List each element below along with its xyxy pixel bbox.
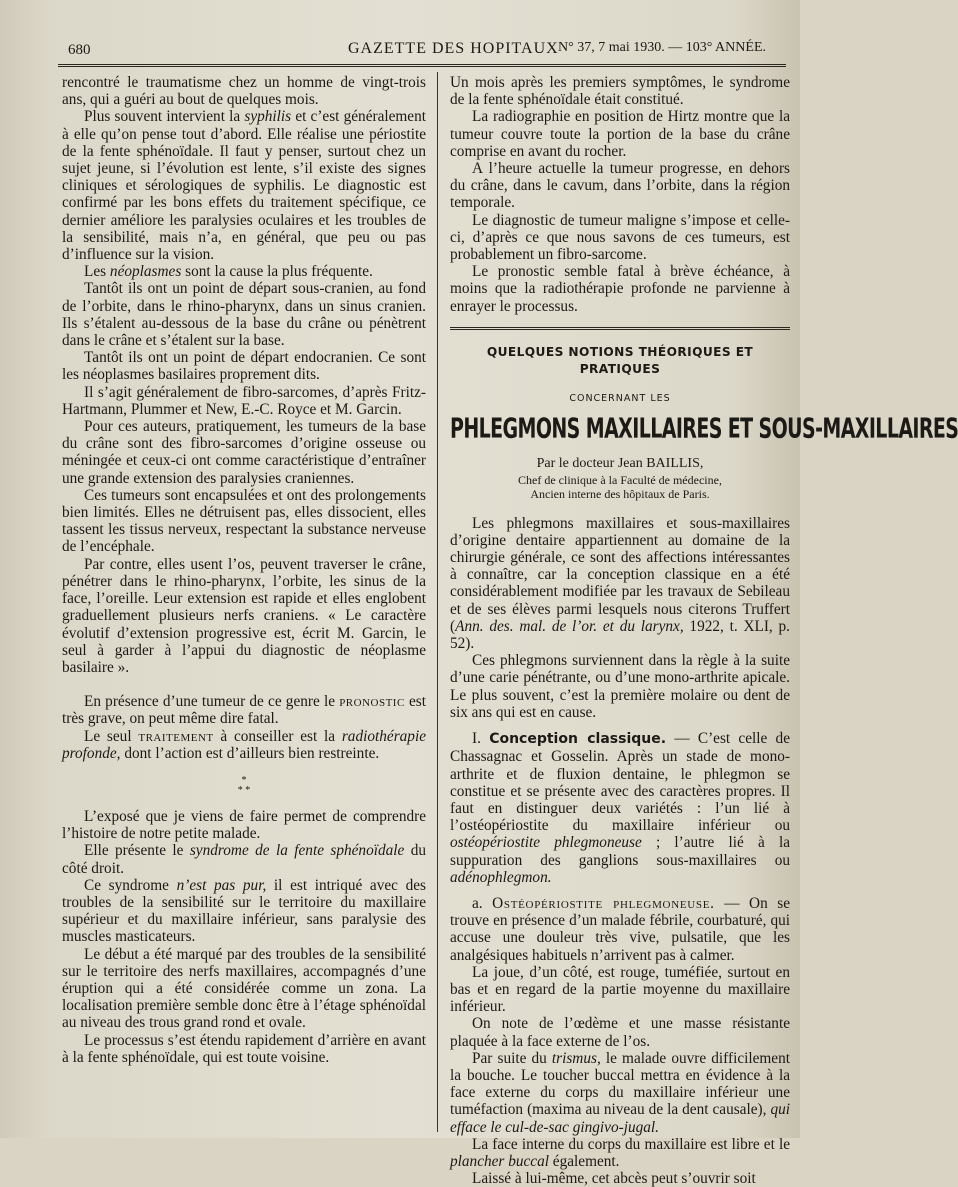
- paragraph: L’exposé que je viens de faire permet de comprendre l’histoire de notre petite malade.: [62, 807, 426, 843]
- paragraph: Le diagnostic de tumeur maligne s’impose et celle-ci, d’après ce que nous savons de ces tumeurs, est probablement un fibro-sarcome.: [450, 211, 790, 264]
- paragraph: Par suite du trismus, le malade ouvre difficilement la bouche. Le toucher buccal mettra en évidence à la face externe du corps du maxillaire inférieur une tuméfaction (maxima au niveau de la dent causale), qui efface le cul-de-sac gingivo-jugal.: [450, 1049, 790, 1136]
- paragraph: rencontré le traumatisme chez un homme de vingt-trois ans, qui a guéri au bout de quelques mois.: [62, 74, 426, 109]
- section-heading-paragraph: I. Conception classique. — C’est celle de Chassagnac et Gosselin. Après un stade de mono-arthrite et de fluxion dentaine, le phlegmon se constitue et se présente avec des caractères propres. Il faut en distinguer deux variétés : l’un lié à l’ostéopériostite du maxillaire inférieur ou ostéopériostite phlegmoneuse ; l’autre lié à la suppuration des ganglions sous-maxillaires ou adénophlegmon.: [450, 730, 791, 886]
- section-rule: [450, 327, 790, 330]
- subsection-paragraph: a. Ostéopériostite phlegmoneuse. — On se trouve en présence d’un malade fébrile, courbaturé, qui accuse une douleur très vive, pulsatile, que les analgésiques habituels n’arrivent pas à calmer.: [450, 894, 790, 964]
- author-affiliation: Chef de clinique à la Faculté de médecine,: [518, 472, 722, 487]
- header-rule: [58, 64, 786, 67]
- paragraph: Elle présente le syndrome de la fente sphénoïdale du côté droit.: [62, 842, 427, 877]
- paragraph: Plus souvent intervient la syphilis et c’est généralement à elle qu’on pense tout d’abord. Elle réalise une périostite de la fente sphénoïdale. Il faut y penser, surtout chez un sujet jeune, si l’évolution est lente, s’il existe des signes cliniques et sérologiques de syphilis. Le diagnostic est confirmé par les bons effets du traitement spécifique, ce dernier améliore les paralysies oculaires et les troubles de la sensibilité, mais n’a, en général, que peu ou pas d’influence sur la vision.: [62, 108, 426, 264]
- section-subtitle: CONCERNANT LES: [569, 393, 671, 405]
- paragraph: La joue, d’un côté, est rouge, tuméfiée, surtout en bas et en regard de la partie moyenne du maxillaire inférieur.: [450, 963, 790, 1016]
- paragraph: Les néoplasmes sont la cause la plus fréquente.: [84, 263, 373, 281]
- section-kicker: QUELQUES NOTIONS THÉORIQUES ET PRATIQUES: [486, 344, 754, 377]
- column-divider: [437, 72, 438, 1132]
- left-column: [62, 74, 426, 1066]
- paragraph: Le début a été marqué par des troubles de la sensibilité sur le territoire des nerfs maxillaires, accompagnés d’une éruption qui a été considérée comme un zona. La localisation première semble donc être à l’étage sphénoïdal au niveau des trous grand rond et ovale.: [62, 945, 426, 1032]
- section-break-stars: * * *: [237, 774, 251, 796]
- page-header: [58, 34, 786, 64]
- issue-info: N° 37, 7 mai 1930. — 103° ANNÉE.: [558, 40, 766, 55]
- paragraph: Par contre, elles usent l’os, peuvent traverser le crâne, pénétrer dans le rhino-pharynx, l’orbite, les sinus de la face, l’oreille. Leur extension est rapide et elles englobent graduellement plusieurs nerfs craniens. « Le caractère évolutif d’extension progressive est, écrit M. Garcin, le seul à garder à l’appui du diagnostic de néoplasme basilaire ».: [62, 555, 426, 676]
- paragraph: Tantôt ils ont un point de départ sous-cranien, au fond de l’orbite, dans le rhino-pharynx, dans un sinus cranien. Ils s’étalent au-dessous de la base du crâne ou pénètrent dans le crâne et s’étalent sur la base.: [62, 280, 426, 350]
- article-title: PHLEGMONS MAXILLAIRES ET SOUS-MAXILLAIRES: [450, 413, 958, 446]
- paragraph: Tantôt ils ont un point de départ endocranien. Ce sont les néoplasmes basilaires proprement dits.: [62, 349, 426, 384]
- paragraph: Ces phlegmons surviennent dans la règle à la suite d’une carie pénétrante, ou d’une mono-arthrite apicale. Le plus souvent, c’est la première molaire ou dent de six ans qui est en cause.: [450, 652, 790, 721]
- paragraph: Le processus s’est étendu rapidement d’arrière en avant à la fente sphénoïdale, qui est toute voisine.: [62, 1031, 426, 1066]
- paragraph: En présence d’une tumeur de ce genre le pronostic est très grave, on peut même dire fatal.: [62, 693, 426, 728]
- paragraph: Le seul traitement à conseiller est la radiothérapie profonde, dont l’action est d’ailleurs bien restreinte.: [62, 727, 426, 762]
- paragraph: On note de l’œdème et une masse résistante plaquée à la face externe de l’os.: [450, 1015, 790, 1050]
- author-affiliation: Ancien interne des hôpitaux de Paris.: [530, 486, 710, 501]
- paragraph: Ces tumeurs sont encapsulées et ont des prolongements bien limités. Elles ne détruisent pas, elles dissocient, elles tassent les tissus nerveux, respectant la substance nerveuse de l’encéphale.: [62, 486, 426, 556]
- paragraph: La face interne du corps du maxillaire est libre et le plancher buccal également.: [450, 1135, 790, 1170]
- paragraph: Pour ces auteurs, pratiquement, les tumeurs de la base du crâne sont des fibro-sarcomes d’origine osseuse ou méningée et ceux-ci ont comme caractéristique d’entraîner une grande extension des paralysies craniennes.: [62, 418, 426, 487]
- paragraph: Le pronostic semble fatal à brève échéance, à moins que la radiothérapie profonde ne parvienne à enrayer le processus.: [450, 263, 790, 315]
- paragraph: Ce syndrome n’est pas pur, il est intriqué avec des troubles de la sensibilité sur le territoire du maxillaire supérieur et du maxillaire inférieur, sans paralysie des muscles masticateurs.: [62, 876, 426, 946]
- paragraph: Laissé à lui-même, cet abcès peut s’ouvrir soit: [472, 1170, 756, 1187]
- page-number: 680: [68, 42, 91, 58]
- paragraph: Un mois après les premiers symptômes, le syndrome de la fente sphénoïdale était constitué.: [450, 74, 790, 109]
- journal-title: GAZETTE DES HOPITAUX: [348, 40, 559, 57]
- paragraph: Les phlegmons maxillaires et sous-maxillaires d’origine dentaire appartiennent au domaine de la chirurgie générale, ce sont des affections intéressantes à connaître, car la conception classique en a été considérablement modifiée par les travaux de Sebileau et de ses élèves parmi lesquels nous citerons Truffert (Ann. des. mal. de l’or. et du larynx, 1922, t. XLI, p. 52).: [450, 514, 790, 653]
- paragraph: Il s’agit généralement de fibro-sarcomes, d’après Fritz-Hartmann, Plummer et New, E.-C. Royce et M. Garcin.: [62, 383, 426, 418]
- right-column: [450, 74, 958, 1187]
- article-byline: Par le docteur Jean BAILLIS,: [536, 456, 704, 472]
- paragraph: A l’heure actuelle la tumeur progresse, en dehors du crâne, dans le cavum, dans l’orbite, dans la région temporale.: [450, 160, 790, 212]
- paragraph: La radiographie en position de Hirtz montre que la tumeur couvre toute la portion de la base du crâne comprise en avant du rocher.: [450, 108, 790, 160]
